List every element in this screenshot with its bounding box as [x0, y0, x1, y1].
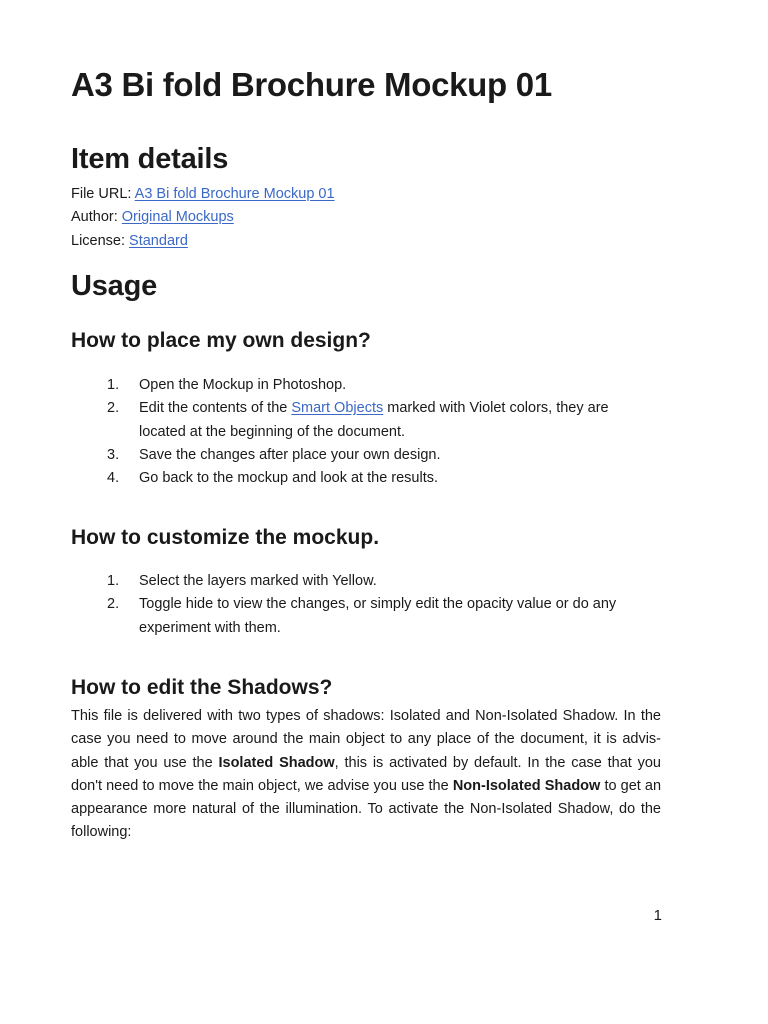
- step-number: 2.: [107, 596, 120, 613]
- page-number: 1: [653, 907, 662, 924]
- paragraph-text: to get an appearance more natural of the illumination. To activate the Non-Isolated Shadow, do the following:: [71, 777, 662, 841]
- license-label: License:: [71, 232, 126, 249]
- paragraph-text: , this is activated by default. In the case that you don't need to move the main object, we advise you use the: [71, 754, 661, 794]
- customize-heading: How to customize the mockup.: [71, 526, 380, 549]
- paragraph-text: This file is delivered with two types of shadows: Isolated and Non-Isolated Shadow. In the case you need to move around the main object to any place of the document, it is advis-able that you use the: [71, 708, 661, 771]
- list-item: [71, 570, 631, 593]
- author-row: [71, 206, 335, 229]
- list-item: [71, 397, 631, 444]
- usage-heading: Usage: [71, 270, 158, 302]
- place-design-steps: [71, 374, 631, 490]
- step-text: Save the changes after place your own design.: [139, 446, 441, 463]
- list-item: [71, 374, 631, 397]
- step-number: 4.: [107, 470, 120, 487]
- step-text: Open the Mockup in Photoshop.: [139, 377, 347, 393]
- item-details-heading: Item details: [71, 143, 229, 175]
- file-url-row: [71, 183, 335, 206]
- document-title: A3 Bi fold Brochure Mockup 01: [71, 66, 552, 103]
- step-text: Go back to the mockup and look at the results.: [139, 470, 439, 487]
- step-number: 2.: [107, 400, 120, 417]
- list-item: [71, 467, 631, 490]
- step-text-before: Edit the contents of the: [139, 400, 288, 417]
- non-isolated-shadow-term: Non-Isolated Shadow: [452, 777, 601, 794]
- customize-steps: [71, 570, 631, 640]
- isolated-shadow-term: Isolated Shadow: [218, 754, 335, 771]
- shadows-paragraph: [71, 705, 661, 845]
- place-design-heading: How to place my own design?: [71, 329, 371, 352]
- step-text: Select the layers marked with Yellow.: [139, 573, 377, 589]
- step-number: 1.: [107, 377, 120, 393]
- smart-objects-link[interactable]: Smart Objects: [291, 400, 384, 417]
- author-link[interactable]: Original Mockups: [121, 209, 234, 226]
- author-label: Author:: [71, 209, 118, 226]
- license-link[interactable]: Standard: [129, 232, 188, 249]
- step-number: 1.: [107, 573, 120, 589]
- shadows-heading: How to edit the Shadows?: [71, 676, 333, 699]
- step-text-after: marked with Violet colors, they are located at the beginning of the document.: [139, 400, 609, 440]
- list-item: [71, 593, 631, 640]
- file-url-link[interactable]: A3 Bi fold Brochure Mockup 01: [134, 186, 335, 202]
- file-url-label: File URL:: [71, 186, 132, 202]
- license-row: [71, 230, 335, 253]
- step-number: 3.: [107, 446, 120, 463]
- list-item: [71, 444, 631, 467]
- item-details: [71, 183, 335, 253]
- step-text: Toggle hide to view the changes, or simply edit the opacity value or do any experiment with them.: [139, 596, 617, 636]
